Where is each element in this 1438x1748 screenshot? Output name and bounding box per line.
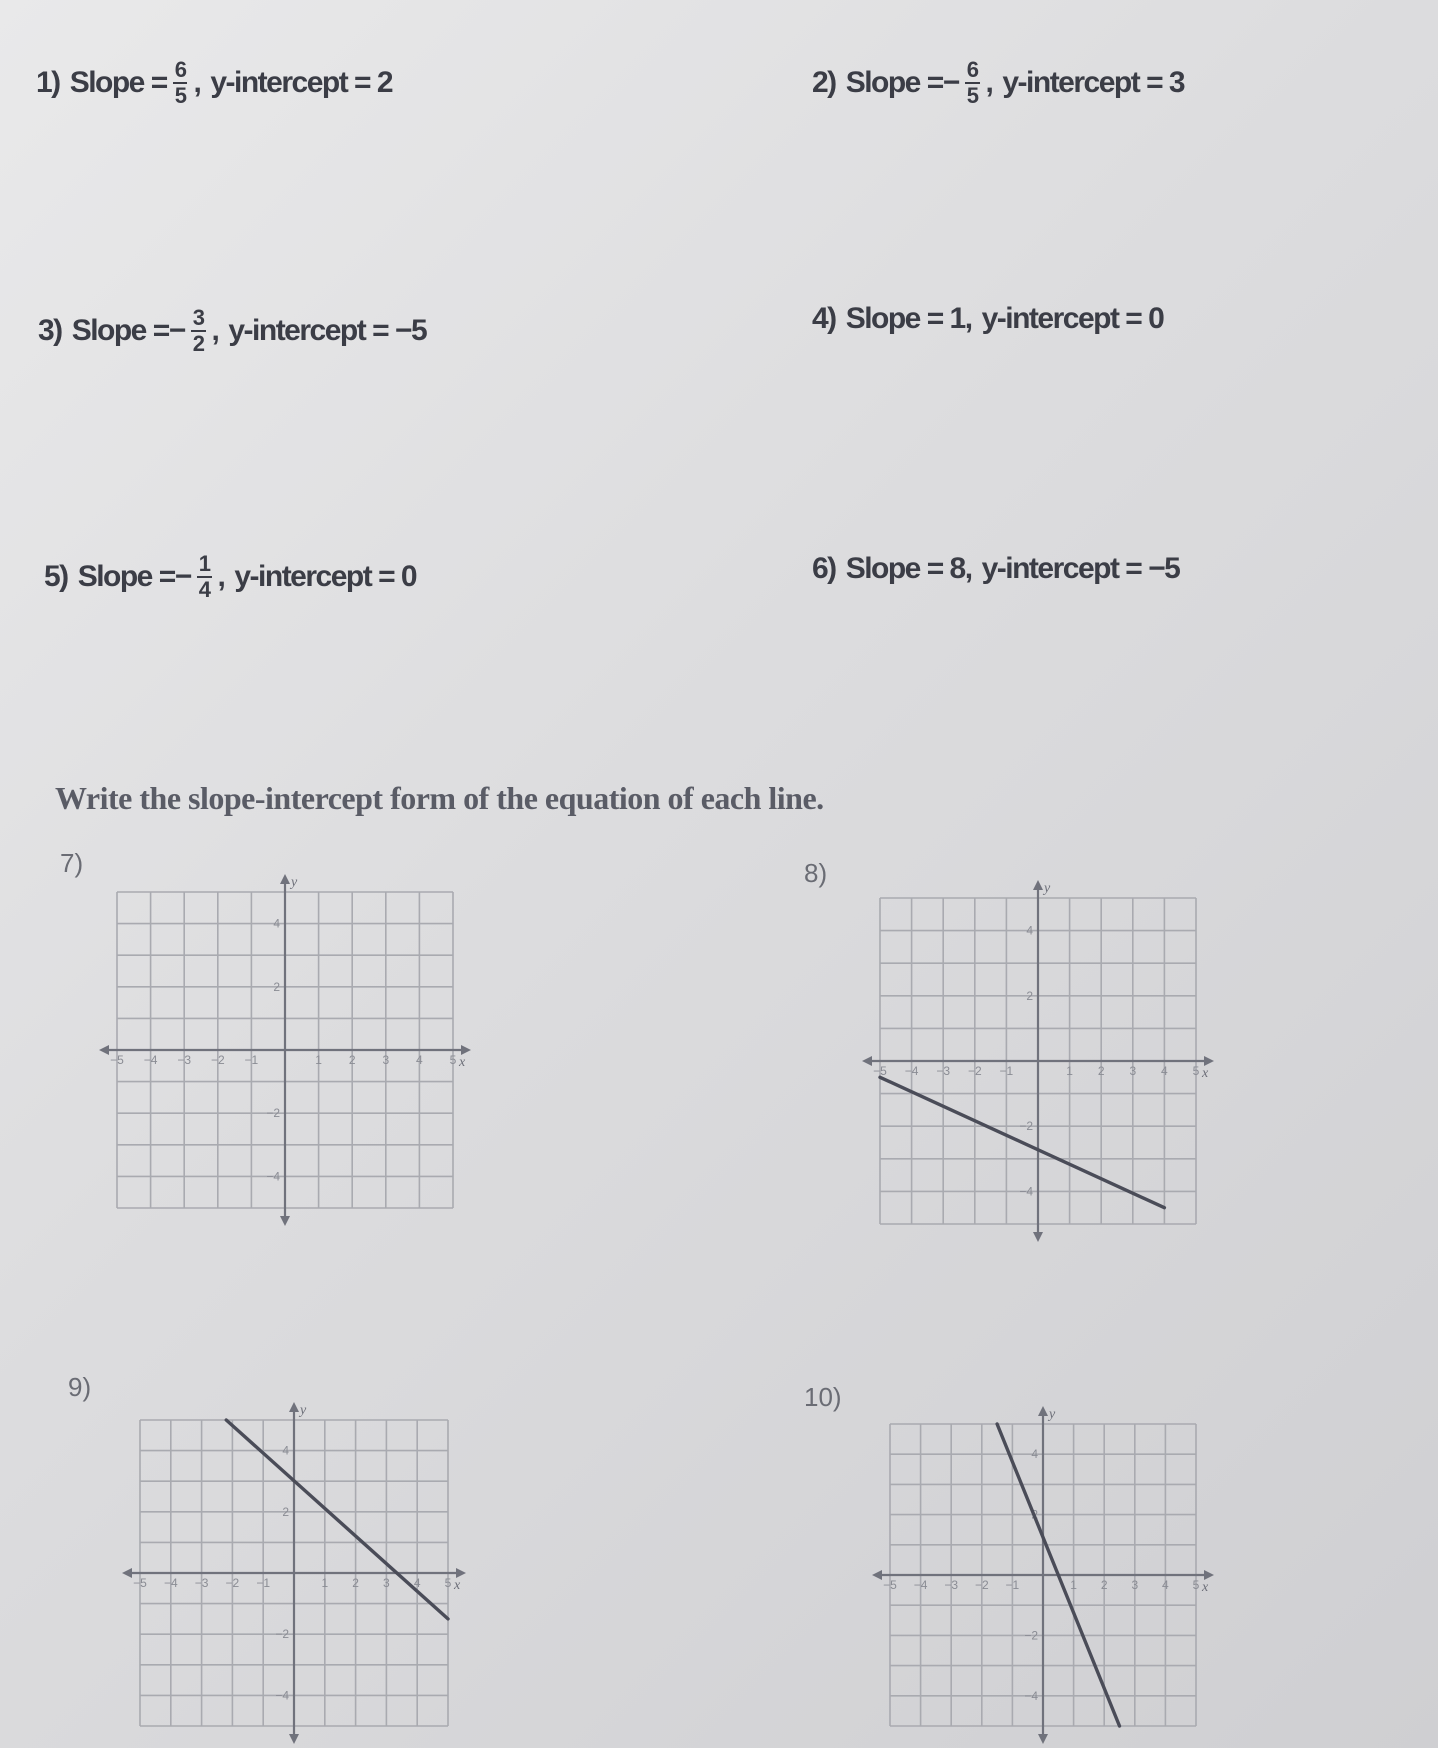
x-axis-arrow-left <box>99 1045 109 1055</box>
x-tick-label: 4 <box>413 1576 421 1590</box>
y-tick-label: 2 <box>1031 1507 1038 1522</box>
y-tick-label: −4 <box>275 1688 289 1703</box>
x-tick-label: −2 <box>225 1576 240 1590</box>
intercept-label: y-intercept = −5 <box>228 314 427 347</box>
y-tick-label: 2 <box>273 979 280 994</box>
y-tick-label: −4 <box>1019 1184 1033 1199</box>
y-axis-arrow-down <box>1038 1734 1048 1744</box>
slope-fraction <box>191 306 206 356</box>
x-axis-label: x <box>459 1055 466 1070</box>
x-axis-arrow-left <box>122 1568 132 1578</box>
problem-number: 3) <box>38 314 62 347</box>
y-tick-label: 4 <box>1026 923 1033 938</box>
x-tick-label: −1 <box>244 1053 259 1067</box>
x-axis-label: x <box>454 1578 461 1593</box>
numerator: 3 <box>192 305 204 330</box>
y-axis-arrow-down <box>289 1734 299 1744</box>
x-tick-label: −2 <box>967 1064 982 1078</box>
x-tick-label: 5 <box>1192 1064 1200 1078</box>
y-tick-label: −4 <box>1024 1688 1038 1703</box>
x-tick-label: −5 <box>883 1578 897 1592</box>
problem-6 <box>812 552 1179 586</box>
slope-sign: − <box>174 560 191 593</box>
intercept-label: y-intercept = 3 <box>1002 66 1185 99</box>
x-tick-label: −5 <box>133 1576 147 1590</box>
problem-3: 3) Slope = − $\frac{3}{2}$ , y-intercept = −5 <box>38 305 427 356</box>
x-tick-label: −3 <box>936 1064 951 1078</box>
x-tick-label: 5 <box>444 1576 452 1590</box>
x-tick-label: 4 <box>416 1053 423 1067</box>
slope-label: Slope = <box>77 560 175 593</box>
denominator: 4 <box>198 577 210 602</box>
denominator: 5 <box>966 83 978 108</box>
intercept-label: y-intercept = 0 <box>981 302 1164 335</box>
problem-number: 5) <box>44 560 68 593</box>
y-axis-arrow-up <box>280 874 290 884</box>
denominator: 5 <box>174 83 186 108</box>
x-tick-label: 1 <box>321 1576 329 1590</box>
problem-number: 1) <box>36 66 60 99</box>
y-tick-label: −2 <box>1019 1119 1033 1134</box>
numerator: 6 <box>966 57 978 82</box>
x-tick-label: 4 <box>1161 1064 1168 1078</box>
coordinate-graph-10 <box>868 1402 1218 1748</box>
y-axis-label: y <box>1049 1407 1056 1422</box>
x-axis-arrow-right <box>456 1568 466 1578</box>
y-tick-label: 2 <box>1026 988 1033 1003</box>
x-tick-label: −5 <box>873 1064 887 1078</box>
y-axis-arrow-down <box>1033 1232 1043 1242</box>
x-tick-label: 3 <box>1131 1578 1139 1592</box>
x-tick-label: −2 <box>210 1053 225 1067</box>
x-axis-arrow-right <box>1204 1570 1214 1580</box>
graph-number-9: 9) <box>68 1372 92 1402</box>
slope-fraction <box>173 58 188 108</box>
slope-fraction <box>965 58 980 108</box>
y-axis-label: y <box>300 1403 307 1418</box>
x-axis-label: x <box>1202 1580 1209 1595</box>
y-tick-label: −2 <box>275 1627 289 1642</box>
x-tick-label: −3 <box>177 1053 192 1067</box>
x-tick-label: 2 <box>1097 1064 1105 1078</box>
numerator: 6 <box>174 57 186 82</box>
graph-number-7: 7) <box>60 848 84 878</box>
intercept-label: y-intercept = −5 <box>981 552 1180 585</box>
y-tick-label: 4 <box>1031 1447 1038 1462</box>
section-instruction: Write the slope-intercept form of the equation of each line. <box>55 780 824 816</box>
x-tick-label: −5 <box>110 1053 124 1067</box>
x-tick-label: 4 <box>1162 1578 1169 1592</box>
graph-number-10: 10) <box>804 1382 842 1412</box>
x-tick-label: −4 <box>913 1578 928 1592</box>
y-tick-label: 4 <box>273 916 280 931</box>
intercept-label: y-intercept = 2 <box>210 66 393 99</box>
slope-label: Slope = <box>71 314 169 347</box>
y-axis-arrow-up <box>1033 880 1043 890</box>
y-tick-label: 4 <box>282 1443 289 1458</box>
x-tick-label: 2 <box>1100 1578 1108 1592</box>
coordinate-graph-8 <box>858 876 1218 1246</box>
problem-number: 4) <box>812 302 836 335</box>
x-tick-label: −3 <box>944 1578 959 1592</box>
problem-5: 5) Slope = − $\frac{1}{4}$ , y-intercept = 0 <box>44 551 417 602</box>
x-tick-label: 5 <box>449 1053 457 1067</box>
y-axis-arrow-up <box>1038 1406 1048 1416</box>
slope-sign: − <box>168 314 185 347</box>
x-tick-label: 1 <box>1070 1578 1077 1592</box>
graph-number-8: 8) <box>804 858 828 888</box>
problem-number: 2) <box>812 66 836 99</box>
x-axis-arrow-right <box>461 1045 471 1055</box>
x-tick-label: 3 <box>383 1576 390 1590</box>
x-axis-arrow-left <box>872 1570 882 1580</box>
x-tick-label: −4 <box>143 1053 158 1067</box>
slope-label: Slope = 1, <box>845 302 972 335</box>
x-tick-label: 5 <box>1192 1578 1200 1592</box>
intercept-label: y-intercept = 0 <box>234 560 417 593</box>
x-tick-label: 3 <box>1129 1064 1137 1078</box>
numerator: 1 <box>198 551 210 576</box>
problem-number: 6) <box>812 552 836 585</box>
y-tick-label: −4 <box>266 1169 280 1184</box>
x-tick-label: 1 <box>1066 1064 1073 1078</box>
x-axis-arrow-right <box>1204 1056 1214 1066</box>
x-tick-label: −1 <box>1005 1578 1020 1592</box>
y-axis-label: y <box>291 875 298 890</box>
slope-sign: − <box>942 66 959 99</box>
y-axis-arrow-down <box>280 1216 290 1226</box>
y-axis-arrow-up <box>289 1402 299 1412</box>
x-axis-label: x <box>1202 1066 1209 1081</box>
x-tick-label: −2 <box>974 1578 989 1592</box>
problem-4 <box>812 302 1163 336</box>
x-tick-label: −4 <box>904 1064 919 1078</box>
y-axis-label: y <box>1044 881 1051 896</box>
slope-label: Slope = 8, <box>845 552 972 585</box>
slope-label: Slope = <box>845 66 943 99</box>
x-axis-arrow-left <box>862 1056 872 1066</box>
y-tick-label: −2 <box>1024 1628 1038 1643</box>
x-tick-label: 2 <box>348 1053 356 1067</box>
x-tick-label: −1 <box>256 1576 271 1590</box>
x-tick-label: 3 <box>382 1053 390 1067</box>
x-tick-label: 2 <box>352 1576 359 1590</box>
y-tick-label: 2 <box>282 1504 289 1519</box>
denominator: 2 <box>192 331 204 356</box>
slope-label: Slope = <box>69 66 167 99</box>
coordinate-graph-9 <box>118 1398 470 1748</box>
problem-1: 1) Slope = $\frac{6}{5}$ , y-intercept = 2 <box>36 57 393 108</box>
x-tick-label: 1 <box>315 1053 322 1067</box>
x-tick-label: −1 <box>999 1064 1014 1078</box>
coordinate-graph-7 <box>95 870 475 1230</box>
slope-fraction <box>197 552 212 602</box>
x-tick-label: −3 <box>194 1576 209 1590</box>
y-tick-label: −2 <box>266 1106 280 1121</box>
x-tick-label: −4 <box>163 1576 178 1590</box>
problem-2: 2) Slope = − $\frac{6}{5}$ , y-intercept = 3 <box>812 57 1185 108</box>
